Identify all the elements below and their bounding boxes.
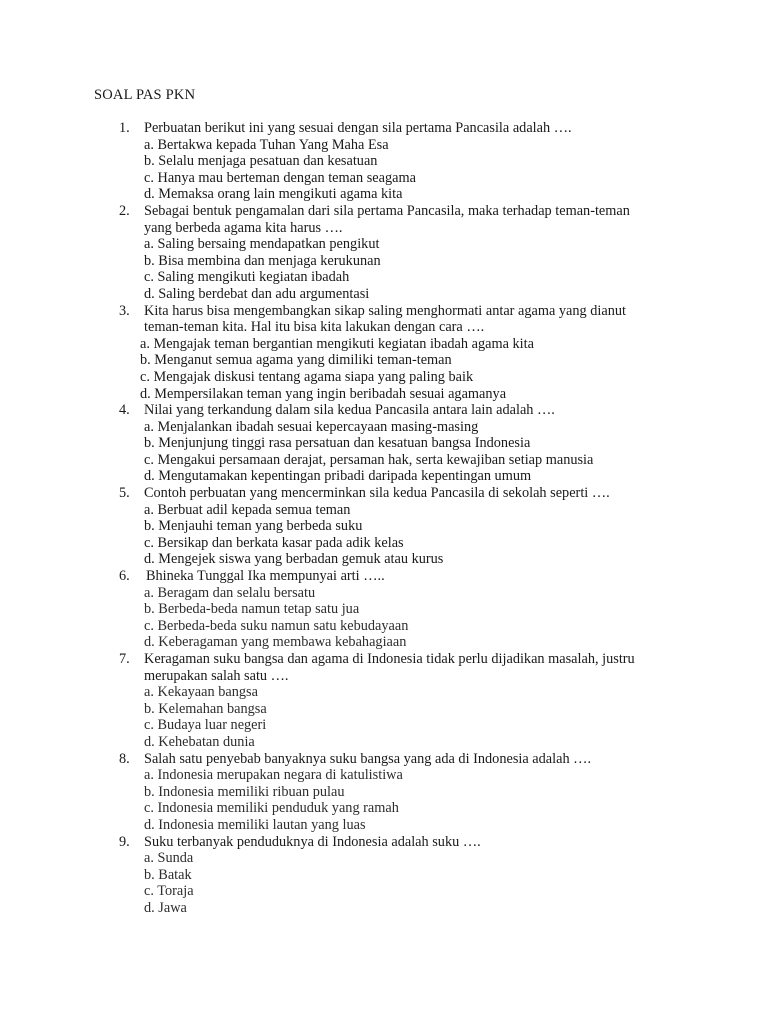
question-number: 3.: [119, 302, 130, 319]
option-text: c. Hanya mau berteman dengan teman seagama: [144, 169, 416, 186]
answer-option: [0, 883, 768, 900]
answer-option: [0, 585, 768, 602]
question-8: [0, 751, 768, 834]
question-1: [0, 120, 768, 203]
question-stem-line: [0, 120, 768, 137]
option-text: d. Kehebatan dunia: [144, 733, 255, 750]
answer-option: [0, 734, 768, 751]
answer-option: [0, 634, 768, 651]
question-stem-line: [0, 220, 768, 237]
answer-option: [0, 286, 768, 303]
question-text: Salah satu penyebab banyaknya suku bangsa yang ada di Indonesia adalah ….: [144, 750, 592, 767]
question-stem-line: [0, 651, 768, 668]
option-text: c. Bersikap dan berkata kasar pada adik kelas: [144, 534, 404, 551]
question-stem-line: [0, 751, 768, 768]
option-text: c. Berbeda-beda suku namun satu kebudayaan: [144, 617, 409, 634]
option-text: b. Menjauhi teman yang berbeda suku: [144, 518, 363, 535]
question-text: Bhineka Tunggal Ika mempunyai arti …..: [146, 568, 385, 585]
option-text: b. Selalu menjaga pesatuan dan kesatuan: [144, 153, 378, 170]
question-stem-line: [0, 834, 768, 851]
question-text: Contoh perbuatan yang mencerminkan sila kedua Pancasila di sekolah seperti ….: [144, 485, 610, 502]
question-number: 8.: [119, 750, 130, 767]
question-text: Nilai yang terkandung dalam sila kedua Pancasila antara lain adalah ….: [144, 402, 555, 419]
question-stem-line: [0, 319, 768, 336]
question-stem-line: [0, 402, 768, 419]
option-text: a. Sunda: [144, 850, 194, 867]
question-text: Sebagai bentuk pengamalan dari sila pertama Pancasila, maka terhadap teman-teman: [144, 202, 630, 219]
question-2: [0, 203, 768, 303]
question-text: merupakan salah satu ….: [144, 667, 289, 684]
option-text: d. Indonesia memiliki lautan yang luas: [144, 816, 366, 833]
question-number: 5.: [119, 485, 130, 502]
answer-option: [0, 468, 768, 485]
answer-option: [0, 900, 768, 917]
answer-option: [0, 186, 768, 203]
option-text: d. Mengejek siswa yang berbadan gemuk atau kurus: [144, 551, 444, 568]
question-stem-line: [0, 485, 768, 502]
option-text: d. Jawa: [144, 899, 187, 916]
option-text: d. Keberagaman yang membawa kebahagiaan: [144, 634, 407, 651]
option-text: a. Kekayaan bangsa: [144, 684, 258, 701]
answer-option: [0, 817, 768, 834]
answer-option: [0, 253, 768, 270]
option-text: b. Berbeda-beda namun tetap satu jua: [144, 601, 360, 618]
question-number: 2.: [119, 202, 130, 219]
option-text: c. Toraja: [144, 883, 194, 900]
answer-option: [0, 170, 768, 187]
option-text: d. Memaksa orang lain mengikuti agama kita: [144, 186, 403, 203]
question-list: [0, 120, 768, 917]
document-title: SOAL PAS PKN: [94, 87, 196, 103]
option-text: a. Beragam dan selalu bersatu: [144, 584, 316, 601]
option-text: c. Saling mengikuti kegiatan ibadah: [144, 269, 350, 286]
question-3: [0, 303, 768, 403]
answer-option: [0, 369, 768, 386]
question-number: 7.: [119, 651, 130, 667]
option-text: a. Bertakwa kepada Tuhan Yang Maha Esa: [144, 136, 389, 153]
option-text: a. Mengajak teman bergantian mengikuti kegiatan ibadah agama kita: [140, 335, 534, 352]
option-text: d. Mengutamakan kepentingan pribadi daripada kepentingan umum: [144, 468, 532, 485]
question-4: [0, 402, 768, 485]
question-number: 9.: [119, 833, 130, 850]
answer-option: [0, 137, 768, 154]
answer-option: [0, 601, 768, 618]
answer-option: [0, 269, 768, 286]
option-text: b. Indonesia memiliki ribuan pulau: [144, 783, 345, 800]
question-number: 6.: [119, 568, 130, 585]
answer-option: [0, 551, 768, 568]
question-text: Kita harus bisa mengembangkan sikap saling menghormati antar agama yang dianut: [144, 302, 626, 319]
option-text: a. Menjalankan ibadah sesuai kepercayaan masing-masing: [144, 418, 479, 435]
option-text: c. Mengakui persamaan derajat, persaman hak, serta kewajiban setiap manusia: [144, 451, 594, 468]
option-text: b. Kelemahan bangsa: [144, 700, 267, 717]
option-text: a. Saling bersaing mendapatkan pengikut: [144, 236, 380, 253]
answer-option: [0, 867, 768, 884]
option-text: a. Indonesia merupakan negara di katulistiwa: [144, 767, 403, 784]
option-text: c. Budaya luar negeri: [144, 717, 267, 734]
question-9: [0, 834, 768, 917]
answer-option: [0, 452, 768, 469]
option-text: b. Batak: [144, 866, 192, 883]
option-text: d. Mempersilakan teman yang ingin beribadah sesuai agamanya: [140, 385, 507, 402]
option-text: c. Mengajak diskusi tentang agama siapa yang paling baik: [140, 368, 474, 385]
answer-option: [0, 435, 768, 452]
answer-option: [0, 618, 768, 635]
answer-option: [0, 767, 768, 784]
answer-option: [0, 701, 768, 718]
answer-option: [0, 502, 768, 519]
question-stem-line: [0, 203, 768, 220]
option-text: d. Saling berdebat dan adu argumentasi: [144, 285, 370, 302]
question-6: [0, 568, 768, 651]
question-text: teman-teman kita. Hal itu bisa kita lakukan dengan cara ….: [144, 319, 485, 336]
option-text: b. Bisa membina dan menjaga kerukunan: [144, 252, 381, 269]
option-text: b. Menganut semua agama yang dimiliki teman-teman: [140, 352, 452, 369]
question-stem-line: [0, 303, 768, 320]
question-text: Perbuatan berikut ini yang sesuai dengan sila pertama Pancasila adalah ….: [144, 120, 572, 136]
option-text: c. Indonesia memiliki penduduk yang ramah: [144, 800, 399, 817]
question-7: [0, 651, 768, 751]
answer-option: [0, 386, 768, 403]
question-text: Suku terbanyak penduduknya di Indonesia adalah suku ….: [144, 833, 481, 850]
question-stem-line: [0, 568, 768, 585]
question-number: 1.: [119, 120, 130, 136]
answer-option: [0, 518, 768, 535]
option-text: b. Menjunjung tinggi rasa persatuan dan kesatuan bangsa Indonesia: [144, 435, 531, 452]
question-text: Keragaman suku bangsa dan agama di Indonesia tidak perlu dijadikan masalah, justru: [144, 651, 635, 667]
question-stem-line: [0, 668, 768, 685]
option-text: a. Berbuat adil kepada semua teman: [144, 501, 351, 518]
question-number: 4.: [119, 402, 130, 419]
question-5: [0, 485, 768, 568]
answer-option: [0, 419, 768, 436]
answer-option: [0, 717, 768, 734]
answer-option: [0, 153, 768, 170]
answer-option: [0, 784, 768, 801]
answer-option: [0, 850, 768, 867]
question-text: yang berbeda agama kita harus ….: [144, 219, 343, 236]
answer-option: [0, 352, 768, 369]
answer-option: [0, 336, 768, 353]
answer-option: [0, 236, 768, 253]
answer-option: [0, 800, 768, 817]
answer-option: [0, 684, 768, 701]
answer-option: [0, 535, 768, 552]
